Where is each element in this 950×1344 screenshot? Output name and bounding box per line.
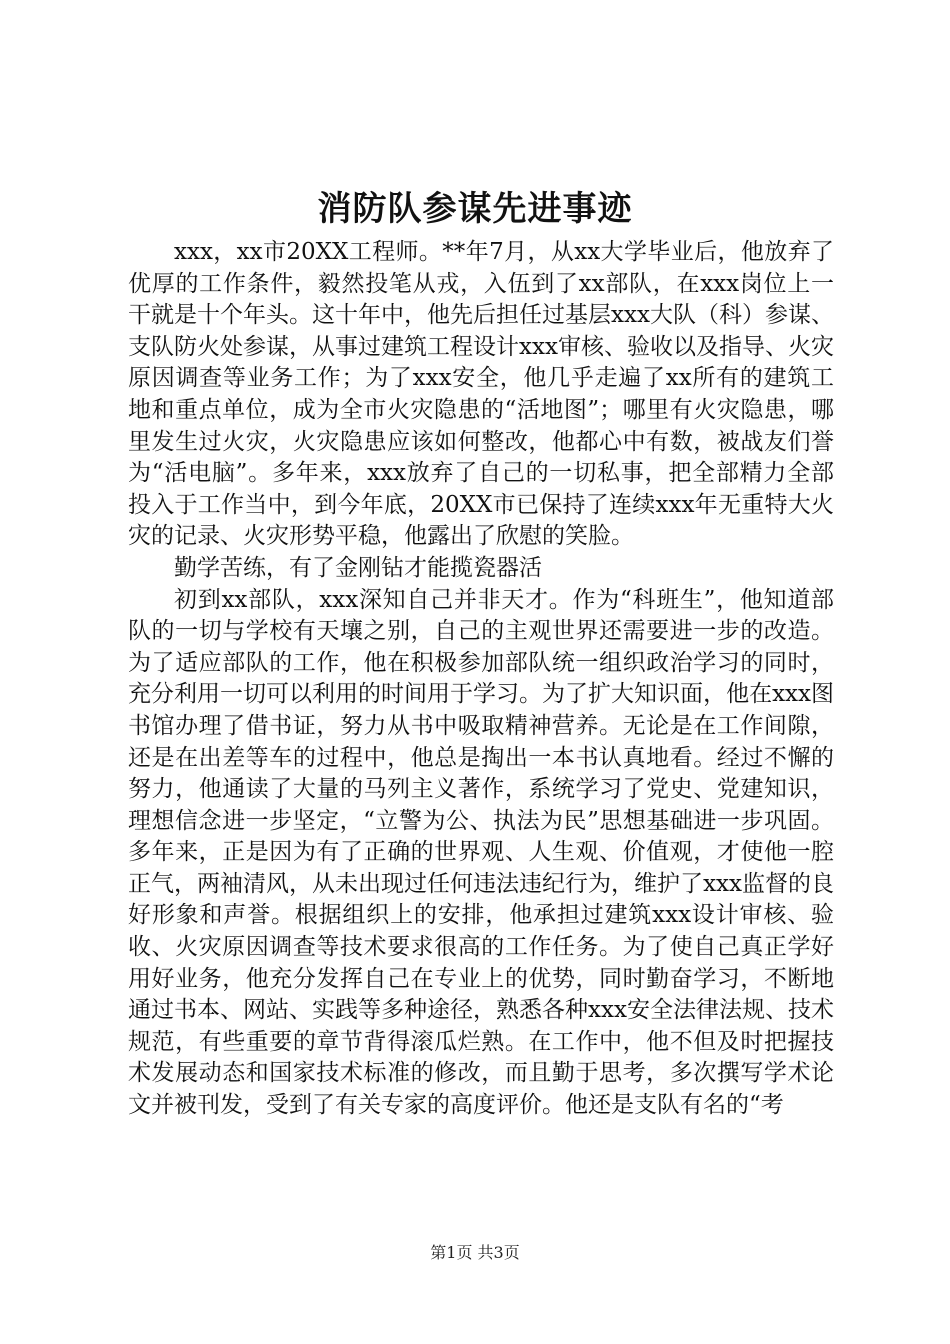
section-heading: 勤学苦练，有了金刚钻才能揽瓷器活 bbox=[174, 554, 542, 581]
document-title: 消防队参谋先进事迹 bbox=[317, 189, 633, 229]
paragraph-study: 初到xx部队，xxx深知自己并非天才。作为“科班生”，他知道部队的一切与学校有天壤之别，自己的主观世界还需要进一步的改造。为了适应部队的工作，他在积极参加部队统一组织政治学习的同时，充分利用一切可以利用的时间用于学习。为了扩大知识面，他在xxx图书馆办理了借书证，努力从书中吸取精神营养。无论是在工作间隙，还是在出差等车的过程中，他总是掏出一本书认真地看。经过不懈的努力，他通读了大量的马列主义著作，系统学习了党史、党建知识，理想信念进一步坚定，“立警为公、执法为民”思想基础进一步巩固。多年来，正是因为有了正确的世界观、人生观、价值观，才使他一腔正气，两袖清风，从未出现过任何违法违纪行为，维护了xxx监督的良好形象和声誉。根据组织上的安排，他承担过建筑xxx设计审核、验收、火灾原因调查等技术要求很高的工作任务。为了使自己真正学好用好业务，他充分发挥自己在专业上的优势，同时勤奋学习，不断地通过书本、网站、实践等多种途径，熟悉各种xxx安全法律法规、技术规范，有些重要的章节背得滚瓜烂熟。在工作中，他不但及时把握技术发展动态和国家技术标准的修改，而且勤于思考，多次撰写学术论文并被刊发，受到了有关专家的高度评价。他还是支队有名的“考 bbox=[128, 586, 834, 1119]
paragraph-intro: xxx，xx市20XX工程师。**年7月，从xx大学毕业后，他放弃了优厚的工作条件，毅然投笔从戎，入伍到了xx部队，在xxx岗位上一干就是十个年头。这十年中，他先后担任过基层xxx大队（科）参谋、支队防火处参谋，从事过建筑工程设计xxx审核、验收以及指导、火灾原因调查等业务工作；为了xxx安全，他几乎走遍了xx所有的建筑工地和重点单位，成为全市火灾隐患的“活地图”；哪里有火灾隐患，哪里发生过火灾，火灾隐患应该如何整改，他都心中有数，被战友们誉为“活电脑”。多年来，xxx放弃了自己的一切私事，把全部精力全部投入于工作当中，到今年底，20XX市已保持了连续xxx年无重特大火灾的记录、火灾形势平稳，他露出了欣慰的笑脸。 bbox=[128, 239, 834, 550]
page-number-footer: 第1页 共3页 bbox=[430, 1243, 520, 1262]
document-body bbox=[128, 237, 834, 1122]
